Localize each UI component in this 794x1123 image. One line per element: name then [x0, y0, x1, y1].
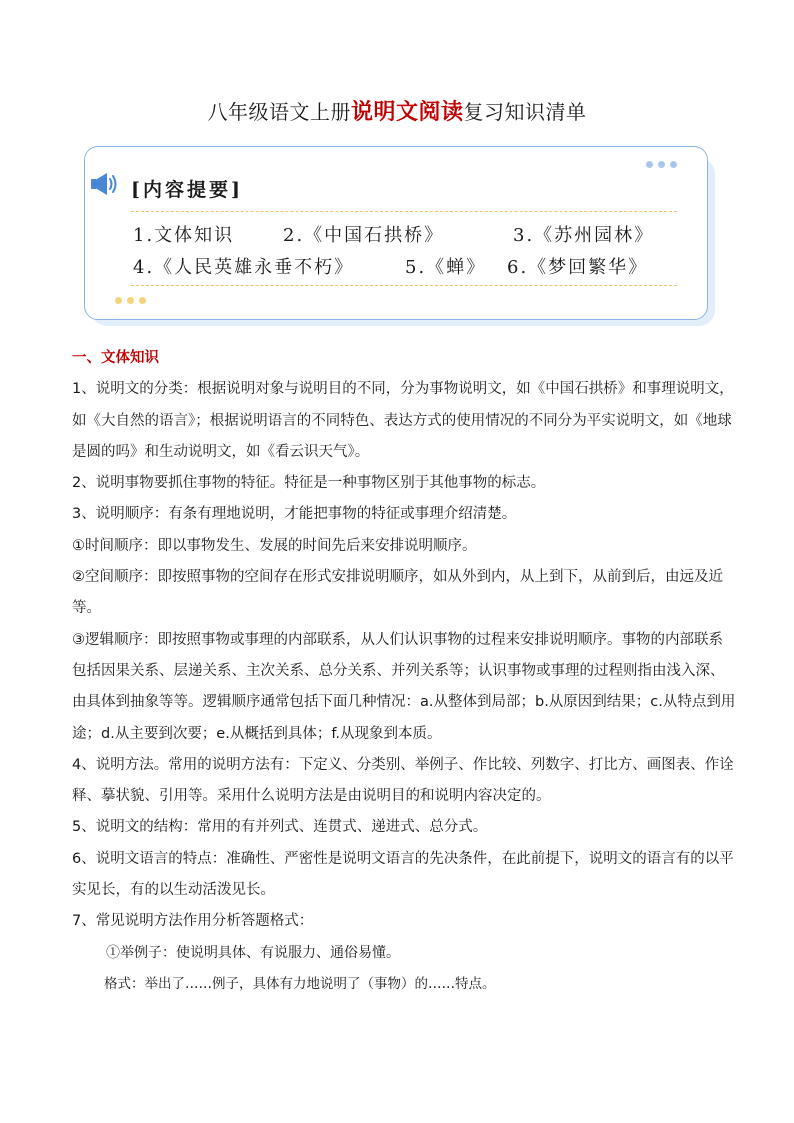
paragraph: ③逻辑顺序：即按照事物或事理的内部联系，从人们认识事物的过程来安排说明顺序。事物的内部联系包括因果关系、层递关系、主次关系、总分关系、并列关系等；认识事物或事理的过程则指由浅入深、由具体到抽象等等。逻辑顺序通常包括下面几种情况：a.从整体到局部；b.从原因到结果；c.从特点到用途；d.从主要到次要；e.从概括到具体；f.从现象到本质。 [72, 631, 736, 742]
paragraph: 6、说明文语言的特点：准确性、严密性是说明文语言的先决条件，在此前提下，说明文的语言有的以平实见长，有的以生动活泼见长。 [72, 850, 734, 899]
title-post: 复习知识清单 [463, 100, 587, 124]
paragraph: 格式：举出了……例子，具体有力地说明了（事物）的……特点。 [104, 975, 496, 992]
toc-item: 3.《苏州园林》 [513, 225, 655, 246]
divider [131, 211, 677, 212]
paragraph: ②空间顺序：即按照事物的空间存在形式安排说明顺序，如从外到内，从上到下，从前到后，由远及近等。 [72, 569, 723, 617]
divider [131, 285, 677, 286]
page-title [0, 96, 794, 129]
paragraph: 2、说明事物要抓住事物的特征。特征是一种事物区别于其他事物的标志。 [72, 475, 546, 492]
title-highlight: 说明文阅读 [350, 100, 464, 125]
toc-item: 5.《蝉》 [405, 257, 487, 278]
toc-heading: [内容提要] [131, 179, 243, 201]
toc-item: 1.文体知识 [133, 225, 235, 246]
paragraph: 5、说明文的结构：常用的有并列式、连贯式、递进式、总分式。 [72, 819, 488, 836]
title-pre: 八年级语文上册 [207, 100, 351, 124]
paragraph: 4、说明方法。常用的说明方法有：下定义、分类别、举例子、作比较、列数字、打比方、画图表、作诠释、摹状貌、引用等。采用什么说明方法是由说明目的和说明内容决定的。 [72, 756, 734, 805]
paragraph: 1、说明文的分类：根据说明对象与说明目的不同，分为事物说明文，如《中国石拱桥》和事理说明文，如《大自然的语言》；根据说明语言的不同特色、表达方式的使用情况的不同分为平实说明文，如《地球是圆的吗》和生动说明文，如《看云识天气》。 [72, 381, 734, 460]
decor-dots-yellow [115, 297, 146, 304]
toc-item: 2.《中国石拱桥》 [283, 225, 445, 246]
toc-item: 6.《梦回繁华》 [507, 257, 649, 278]
paragraph: ①时间顺序：即以事物发生、发展的时间先后来安排说明顺序。 [72, 537, 477, 554]
paragraph: ①举例子：使说明具体、有说服力、通俗易懂。 [106, 944, 400, 961]
decor-dots-blue [646, 161, 677, 168]
section-body [72, 343, 736, 1000]
toc-item: 4.《人民英雄永垂不朽》 [133, 257, 355, 278]
paragraph: 3、说明顺序：有条有理地说明，才能把事物的特征或事理介绍清楚。 [72, 506, 517, 523]
toc-card [84, 146, 708, 320]
section-heading: 一、文体知识 [72, 350, 159, 366]
paragraph: 7、常见说明方法作用分析答题格式： [72, 913, 314, 930]
megaphone-icon [89, 169, 119, 199]
